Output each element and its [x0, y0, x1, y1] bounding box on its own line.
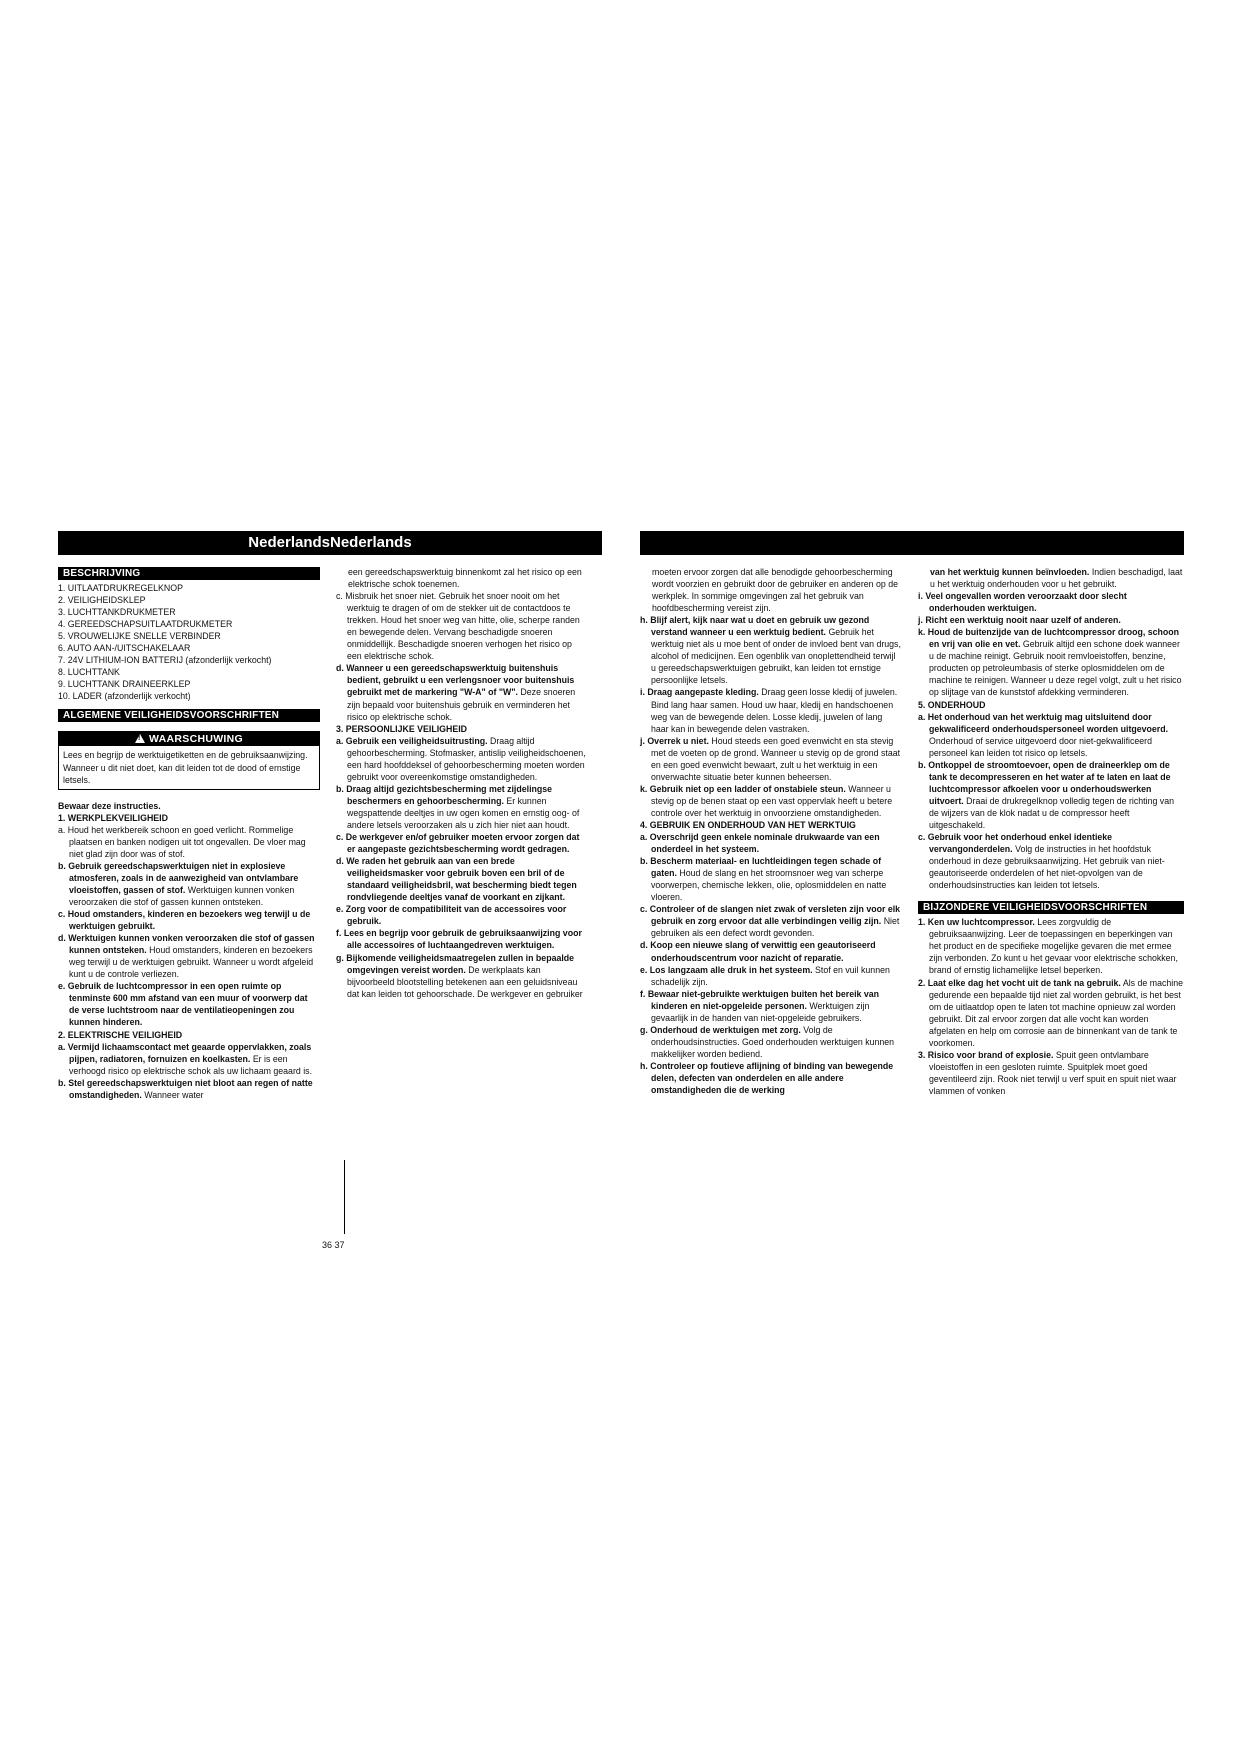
section-algemene: ALGEMENE VEILIGHEIDSVOORSCHRIFTEN	[58, 709, 320, 722]
special-item-1: 1. Ken uw luchtcompressor. Lees zorgvuldig de gebruiksaanwijzing. Leer de toepassingen en beperkingen van het product en de specifieke mogelijke gevaren die met ermee zijn verbonden. Zo kunt u het gevaar voor elektrische schokken, brand of ernstig lichamelijke letsel beperken.	[918, 917, 1178, 976]
item-1d: d. Werktuigen kunnen vonken veroorzaken die stof of gassen kunnen ontsteken. Houd omstanders, kinderen en bezoekers weg terwijl u de werktuigen gebruikt. Wanneer u wordt afgeleid kunt u de controle verliezen.	[58, 933, 315, 980]
item-5c: c. Gebruik voor het onderhoud enkel identieke vervangonderdelen. Volg de instructies in het hoofdstuk onderhoud in deze gebruiksaanwijzing. Het gebruik van niet-geautoriseerde onderdelen of het niet-opvolgen van de onderhoudsinstructies kan leiden tot letsels.	[918, 832, 1165, 891]
warning-text: Lees en begrijp de werktuigetiketten en de gebruiksaanwijzing. Wanneer u dit niet doet, kan dit leiden tot de dood of ernstige letsels.	[63, 750, 308, 785]
item-4b: b. Bescherm materiaal- en luchtleidingen tegen schade of gaten. Houd de slang en het stroomsnoer weg van scherpe voorwerpen, chemische lekken, olie, oplosmiddelen en natte vloeren.	[640, 856, 887, 903]
item-2c: c. Misbruik het snoer niet. Gebruik het snoer nooit om het werktuig te dragen of om de stekker uit de contactdoos te trekken. Houd het snoer weg van hitte, olie, scherpe randen en bewegende delen. Vervang beschadigde snoeren onmiddellijk. Beschadigde snoeren verhogen het risico op een elektrische schok.	[336, 591, 580, 662]
item-3i: i. Draag aangepaste kleding. Draag geen losse kledij of juwelen. Bind lang haar samen. Houd uw haar, kledij en handschoenen weg van de bewegende delen. Losse kledij, juwelen of lang haar kan in bewegende delen vastraken.	[640, 687, 898, 734]
part-item: 9. LUCHTTANK DRAINEERKLEP	[58, 679, 191, 690]
column-2	[336, 566, 586, 1000]
item-1a: a. Houd het werkbereik schoon en goed verlicht. Rommelige plaatsen en banken nodigen uit tot ongevallen. De vloer mag niet glad zijn door was of stof.	[58, 824, 306, 859]
special-item-3: 3. Risico voor brand of explosie. Spuit geen ontvlambare vloeistoffen in een gesloten ruimte. Spuitplek moet goed geventileerd zijn. Rook niet terwijl u verf spuit en spuit niet waar vlammen of vonken	[918, 1049, 1177, 1096]
item-4a: a. Overschrijd geen enkele nominale drukwaarde van een onderdeel in het systeem.	[640, 832, 880, 855]
part-item: 5. VROUWELIJKE SNELLE VERBINDER	[58, 631, 221, 642]
item-3d: d. We raden het gebruik aan van een brede veiligheidsmasker voor gebruik boven een bril of de standaard veiligheidsbril, wat bescherming biedt tegen rondvliegende deeltjes vanaf de voorkant en zijkant.	[336, 856, 577, 903]
warning-header	[59, 732, 319, 746]
item-5b: b. Ontkoppel de stroomtoevoer, open de draineerklep om de tank te decompresseren en het water af te laten en laat de luchtcompressor afkoelen voor u onderhoudswerken uitvoert. Draai de drukregelknop volledig tegen de richting van de wijzers van de klok nadat u de compressor heeft uitgeschakeld.	[918, 759, 1174, 830]
heading-werkplek: 1. WERKPLEKVEILIGHEID	[58, 812, 168, 823]
item-2d: d. Wanneer u een gereedschapswerktuig buitenshuis bedient, gebruikt u een verlengsnoer voor buitenshuis gebruikt met de markering "W-A" of "W". Deze snoeren zijn bepaald voor buitenshuis gebruik en verminderen het risico op elektrische schok.	[336, 663, 576, 722]
item-3k: k. Gebruik niet op een ladder of onstabiele steun. Wanneer u stevig op de benen staat op een vast oppervlak heeft u betere controle over het werktuig in onvoorziene omstandigheden.	[640, 783, 893, 818]
part-item: 4. GEREEDSCHAPSUITLAATDRUKMETER	[58, 619, 233, 630]
para-continued: moeten ervoor zorgen dat alle benodigde gehoorbescherming wordt voorzien en gebruikt door de gebruiker en anderen op de werkplek. In sommige omgevingen zal het gebruik van hoofdbescherming vereist zijn.	[652, 567, 898, 614]
part-item: 6. AUTO AAN-/UITSCHAKELAAR	[58, 643, 191, 654]
para-continued: van het werktuig kunnen beïnvloeden. Indien beschadigd, laat u het werktuig onderhouden voor u het gebruikt.	[930, 567, 1183, 590]
item-3h: h. Blijf alert, kijk naar wat u doet en gebruik uw gezond verstand wanneer u een werktuig bedient. Gebruik het werktuig niet als u moe bent of onder de invloed bent van drugs, alcohol of medicijnen. Een ogenblik van onoplettendheid terwijl u gereedschapswerktuigen gebruikt, kan leiden tot ernstige persoonlijke letsels.	[640, 615, 901, 686]
column-1	[58, 566, 320, 1101]
header-left: NederlandsNederlands	[58, 531, 602, 555]
part-item: 2. VEILIGHEIDSKLEP	[58, 595, 146, 606]
item-3g: g. Bijkomende veiligheidsmaatregelen zullen in bepaalde omgevingen vereist worden. De werkplaats kan bijvoorbeeld blootstelling betekenen aan een geluidsniveau dat kan leiden tot gehoorschade. De werkgever en gebruiker	[336, 952, 583, 999]
item-2a: a. Vermijd lichaamscontact met geaarde oppervlakken, zoals pijpen, radiatoren, fornuizen en koelkasten. Er is een verhoogd risico op elektrische schok als uw lichaam geaard is.	[58, 1041, 313, 1076]
item-4f: f. Bewaar niet-gebruikte werktuigen buiten het bereik van kinderen en niet-opgeleide personen. Werktuigen zijn gevaarlijk in de handen van niet-opgeleide gebruikers.	[640, 988, 880, 1023]
item-1c: c. Houd omstanders, kinderen en bezoekers weg terwijl u de werktuigen gebruikt.	[58, 909, 311, 932]
part-item: 10. LADER (afzonderlijk verkocht)	[58, 691, 191, 702]
item-3e: e. Zorg voor de compatibiliteit van de accessoires voor gebruik.	[336, 904, 567, 927]
part-item: 7. 24V LITHIUM-ION BATTERIJ (afzonderlijk verkocht)	[58, 655, 272, 666]
column-divider	[344, 1160, 345, 1234]
item-3a: a. Gebruik een veiligheidsuitrusting. Draag altijd gehoorbescherming. Stofmasker, antislip veiligheidschoenen, een hard hoofddeksel of gehoorbescherming moeten worden gebruikt voor overeenkomstige omstandigheden.	[336, 735, 586, 782]
page-numbers: 36 37	[322, 1240, 345, 1250]
heading-gebruik: 4. GEBRUIK EN ONDERHOUD VAN HET WERKTUIG	[640, 819, 856, 830]
keep-instructions: Bewaar deze instructies.	[58, 800, 161, 811]
column-3	[640, 566, 902, 1096]
heading-onderhoud: 5. ONDERHOUD	[918, 699, 986, 710]
item-4k: k. Houd de buitenzijde van de luchtcompressor droog, schoon en vrij van olie en vet. Gebruik altijd een schone doek wanneer u de machine reinigt. Gebruik nooit remvloeistoffen, benzine, producten op petroleumbasis of sterke oplosmiddelen om de machine te reinigen. Wanneer u deze regel volgt, zult u het risico op slijtage van de kunststof afdekking verminderen.	[918, 627, 1182, 698]
section-beschrijving: BESCHRIJVING	[58, 567, 320, 580]
item-1b: b. Gebruik gereedschapswerktuigen niet in explosieve atmosferen, zoals in de aanwezigheid van ontvlambare vloeistoffen, gassen of stof. Werktuigen kunnen vonken veroorzaken die stof of gassen kunnen ontsteken.	[58, 860, 299, 907]
item-4h: h. Controleer op foutieve aflijning of binding van bewegende delen, defecten van onderdelen en alle andere omstandigheden die de werking	[640, 1060, 894, 1096]
part-item: 3. LUCHTTANKDRUKMETER	[58, 607, 176, 618]
warning-icon	[135, 734, 145, 743]
warning-title: WAARSCHUWING	[148, 733, 243, 746]
part-item: 8. LUCHTTANK	[58, 667, 120, 678]
warning-box	[58, 731, 320, 789]
column-4	[918, 566, 1184, 1097]
heading-elektrische: 2. ELEKTRISCHE VEILIGHEID	[58, 1029, 183, 1040]
item-4j: j. Richt een werktuig nooit naar uzelf of anderen.	[918, 615, 1121, 626]
part-item: 1. UITLAATDRUKREGELKNOP	[58, 583, 183, 593]
item-3f: f. Lees en begrijp voor gebruik de gebruiksaanwijzing voor alle accessoires of luchtaangedreven werktuigen.	[336, 928, 582, 951]
item-5a: a. Het onderhoud van het werktuig mag uitsluitend door gekwalificeerd onderhoudspersoneel worden uitgevoerd. Onderhoud of service uitgevoerd door niet-gekwalificeerd personeel kan leiden tot risico op letsels.	[918, 711, 1169, 758]
heading-persoonlijke: 3. PERSOONLIJKE VEILIGHEID	[336, 723, 468, 734]
section-bijzondere: BIJZONDERE VEILIGHEIDSVOORSCHRIFTEN	[918, 901, 1184, 914]
item-3j: j. Overrek u niet. Houd steeds een goed evenwicht en sta stevig met de voeten op de grond. Wanneer u stevig op de grond staat en een goed evenwicht bewaart, zult u het werktuig in een onverwachte situatie beter kunnen beheersen.	[640, 735, 901, 782]
item-1e: e. Gebruik de luchtcompressor in een open ruimte op tenminste 600 mm afstand van een muur of voorwerp dat de verse luchtstroom naar de ventilatieopeningen zou kunnen hinderen.	[58, 981, 308, 1028]
item-3c: c. De werkgever en/of gebruiker moeten ervoor zorgen dat er aangepaste gezichtsbescherming wordt gedragen.	[336, 832, 580, 855]
para-continued: een gereedschapswerktuig binnenkomt zal het risico op een elektrische schok toenemen.	[348, 567, 582, 590]
item-4d: d. Koop een nieuwe slang of verwittig een geautoriseerd onderhoudscentrum voor nazicht of reparatie.	[640, 940, 876, 963]
special-item-2: 2. Laat elke dag het vocht uit de tank na gebruik. Als de machine gedurende een bepaalde tijd niet zal worden gebruikt, is het best om de uitlaatdop open te laten tot machine opnieuw zal worden gebruikt. Dit zal ervoor zorgen dat alle vocht kan worden afgelaten en help om corrosie aan de binnenkant van de tank te voorkomen.	[918, 977, 1183, 1048]
item-4i: i. Veel ongevallen worden veroorzaakt door slecht onderhouden werktuigen.	[918, 591, 1127, 614]
header-right	[640, 531, 1184, 555]
item-4c: c. Controleer of de slangen niet zwak of versleten zijn voor elk gebruik en zorg ervoor dat alle verbindingen veilig zijn. Niet gebruiken als een defect wordt gevonden.	[640, 904, 901, 939]
item-3b: b. Draag altijd gezichtsbescherming met zijdelingse beschermers en gehoorbescherming. Er kunnen wegspattende deeltjes in uw ogen komen en ernstig oog- of andere letsels veroorzaken als u zich hier niet aan houdt.	[336, 783, 580, 830]
item-4g: g. Onderhoud de werktuigen met zorg. Volg de onderhoudsinstructies. Goed onderhouden werktuigen kunnen makkelijker worden bediend.	[640, 1024, 895, 1059]
item-2b: b. Stel gereedschapswerktuigen niet bloot aan regen of natte omstandigheden. Wanneer water	[58, 1077, 313, 1100]
item-4e: e. Los langzaam alle druk in het systeem. Stof en vuil kunnen schadelijk zijn.	[640, 964, 890, 987]
